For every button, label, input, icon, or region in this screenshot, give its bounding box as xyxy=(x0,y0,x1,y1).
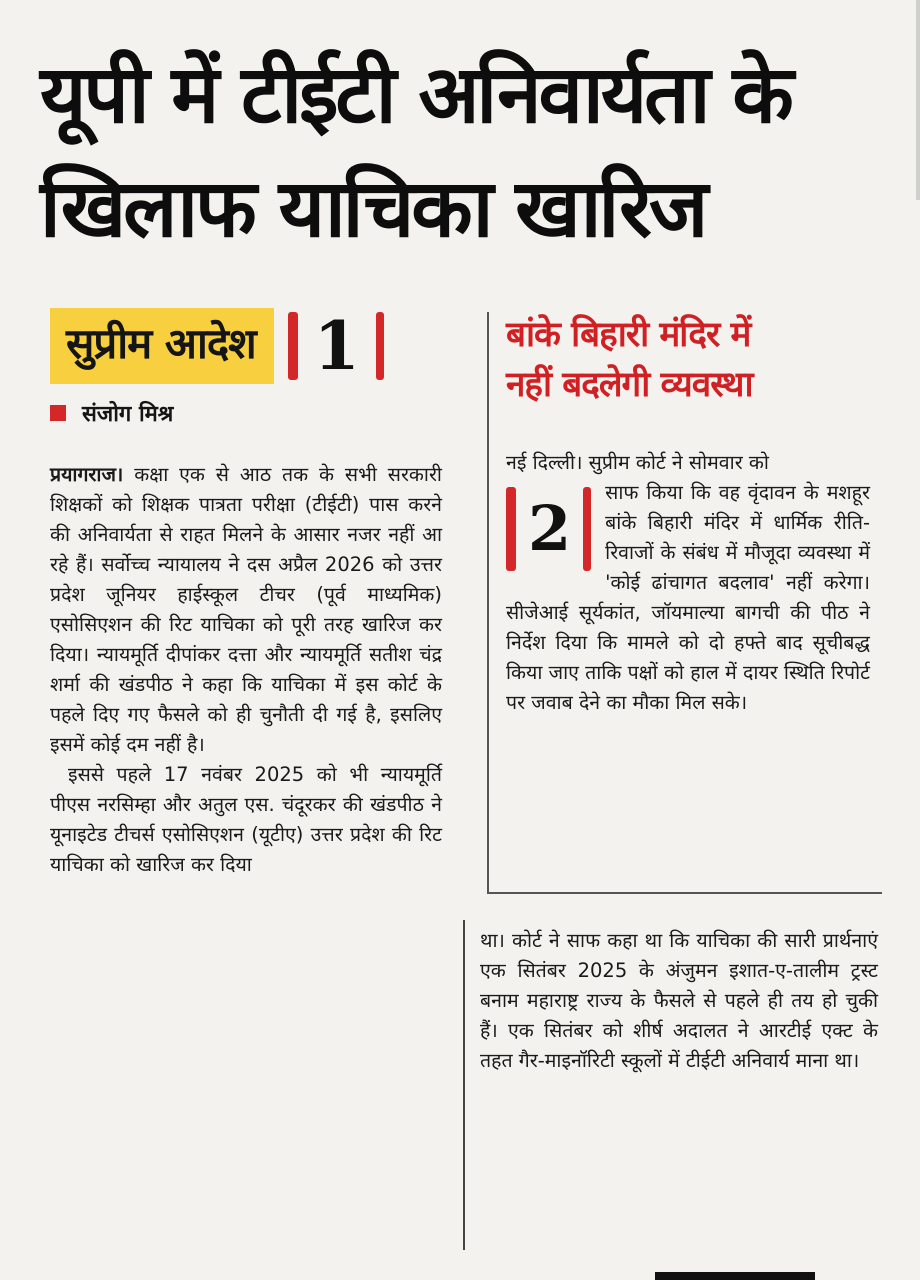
screen-edge-strip xyxy=(916,0,920,200)
byline-author: संजोग मिश्र xyxy=(82,402,174,427)
story-2-number: 2 xyxy=(528,492,572,565)
column-divider xyxy=(463,920,465,1250)
number-bar-left xyxy=(288,312,298,380)
story-2-headline-line-2: नहीं बदलेगी व्यवस्था xyxy=(506,365,753,405)
story-2-number-badge xyxy=(506,486,591,572)
para-1-text: कक्षा एक से आठ तक के सभी सरकारी शिक्षकों को शिक्षक पात्रता परीक्षा (टीईटी) पास करने की अनिवार्यता से राहत मिलने के आसार नजर नहीं आ रहे हैं। सर्वोच्च न्यायालय ने दस अप्रैल 2026 को उत्तर प्रदेश जूनियर हाईस्कूल टीचर (पूर्व माध्यमिक) एसोसिएशन की रिट याचिका को पूरी तरह खारिज कर दिया। न्यायमूर्ति दीपांकर दत्ता और न्यायमूर्ति सतीश चंद्र शर्मा की खंडपीठ ने कहा कि याचिका में इस कोर्ट के पहले दिए गए फैसले को ही चुनौती दी गई है, इसलिए इसमें कोई दम नहीं है। xyxy=(50,463,442,756)
continuation-text: था। कोर्ट ने साफ कहा था कि याचिका की सारी प्रार्थनाएं एक सितंबर 2025 के अंजुमन इशात-ए-तालीम ट्रस्ट बनाम महाराष्ट्र राज्य के फैसले से पहले ही तय हो चुकी हैं। एक सितंबर को शीर्ष अदालत ने आरटीई एक्ट के तहत गैर-माइनॉरिटी स्कूलों में टीईटी अनिवार्य माना था। xyxy=(480,929,878,1072)
byline-square-icon xyxy=(50,405,66,421)
box-border-bottom xyxy=(487,892,882,894)
dateline: प्रयागराज। xyxy=(50,463,124,486)
story-1-body xyxy=(50,460,442,880)
story-number: 1 xyxy=(313,307,360,385)
main-headline xyxy=(40,38,900,266)
story-2-headline xyxy=(506,310,866,410)
bottom-bar xyxy=(655,1272,815,1280)
story-1-para-1 xyxy=(50,460,442,760)
byline xyxy=(50,398,173,428)
headline-line-1: यूपी में टीईटी अनिवार्यता के xyxy=(40,48,791,141)
number-bar-right xyxy=(376,312,384,380)
story-1-kicker xyxy=(50,305,384,387)
number-bar-left xyxy=(506,487,516,571)
kicker-label: सुप्रीम आदेश xyxy=(50,308,274,384)
story-2-first-line: नई दिल्ली। सुप्रीम कोर्ट ने सोमवार को xyxy=(506,451,769,474)
story-2-text: साफ किया कि वह वृंदावन के मशहूर बांके बिहारी मंदिर में धार्मिक रीति-रिवाजों के संबंध में मौजूदा व्यवस्था में 'कोई ढांचागत बदलाव' नहीं करेगा। सीजेआई सूर्यकांत, जॉयमाल्या बागची की पीठ ने निर्देश दिया कि मामले को दो हफ्ते बाद सूचीबद्ध किया जाए ताकि पक्षों को हाल में दायर स्थिति रिपोर्ट पर जवाब देने का मौका मिल सके। xyxy=(506,481,870,714)
story-2-body xyxy=(506,448,870,718)
story-1-para-2: इससे पहले 17 नवंबर 2025 को भी न्यायमूर्ति पीएस नरसिम्हा और अतुल एस. चंदूरकर की खंडपीठ ने यूनाइटेड टीचर्स एसोसिएशन (यूटीए) उत्तर प्रदेश की रिट याचिका को खारिज कर दिया xyxy=(50,763,442,876)
story-number-badge xyxy=(288,307,384,385)
headline-line-2: खिलाफ याचिका खारिज xyxy=(40,162,706,255)
story-2-headline-line-1: बांके बिहारी मंदिर में xyxy=(506,315,751,355)
story-1-continuation xyxy=(480,926,878,1076)
number-bar-right xyxy=(583,487,591,571)
box-border-left xyxy=(487,312,489,892)
